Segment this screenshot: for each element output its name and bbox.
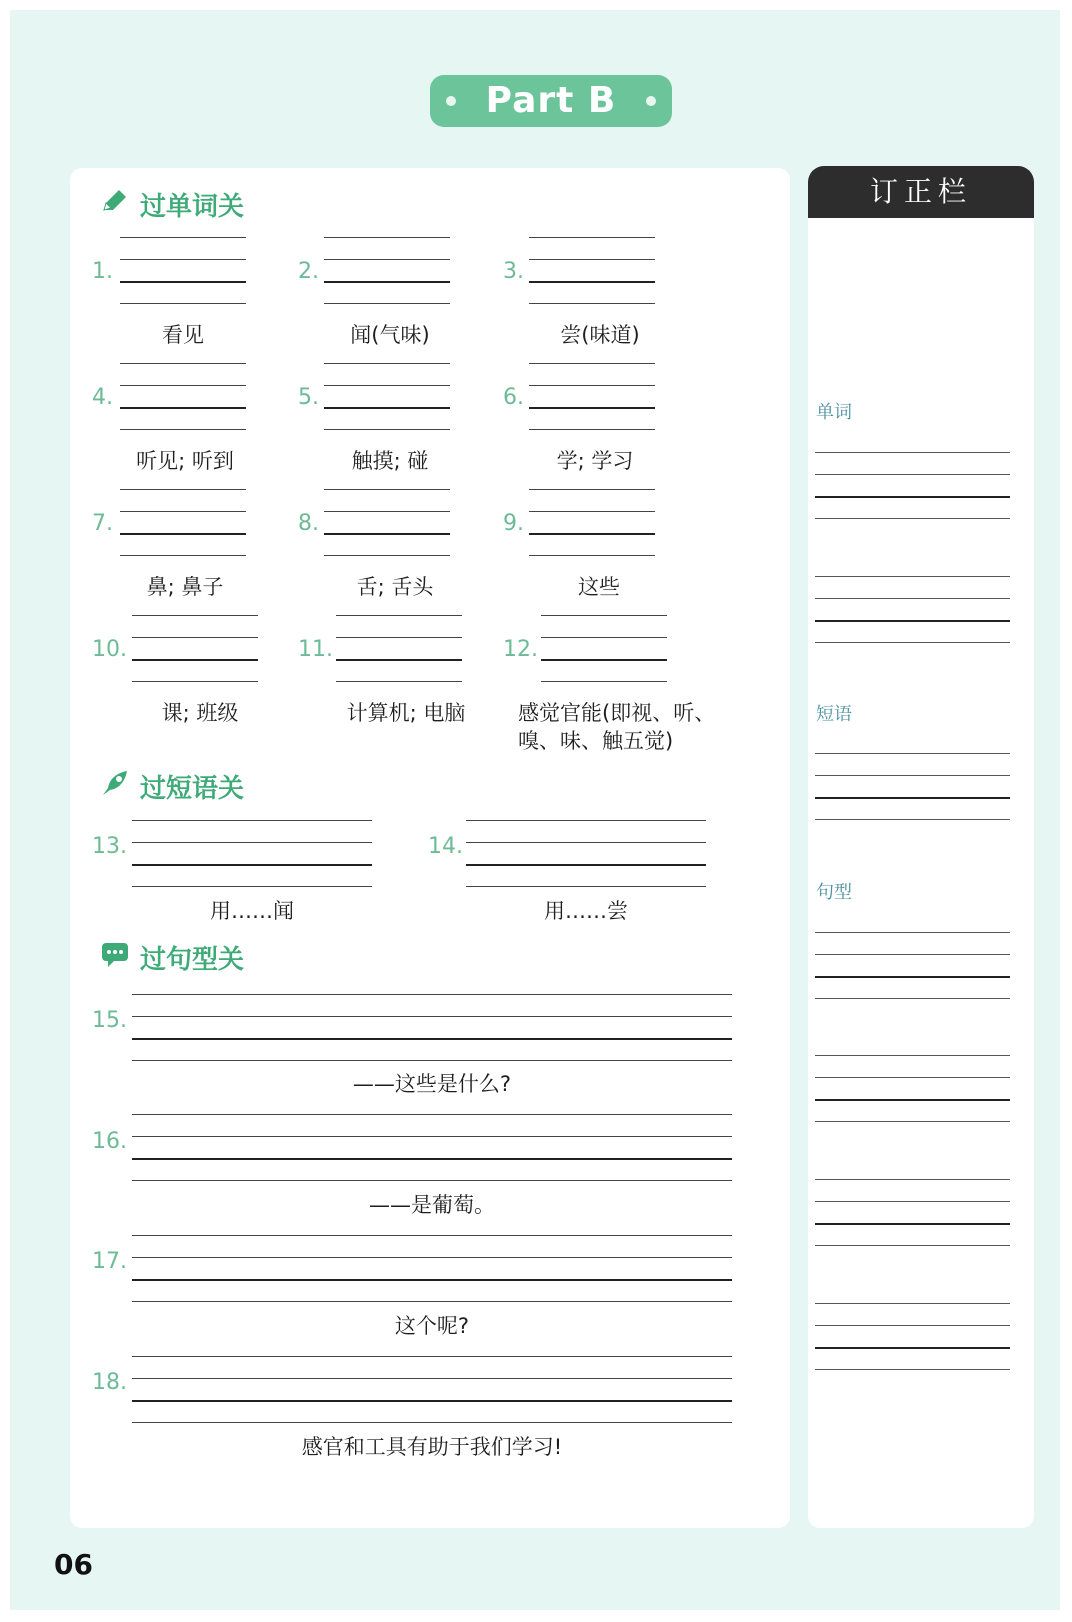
phrases-section-title: 过短语关	[140, 774, 245, 804]
sidebar-writing-line[interactable]	[815, 1245, 1010, 1246]
writing-line[interactable]	[336, 681, 462, 682]
writing-line[interactable]	[132, 1378, 732, 1379]
sidebar-writing-line[interactable]	[815, 797, 1010, 799]
sentence-number: 18.	[92, 1370, 127, 1395]
writing-line[interactable]	[324, 237, 450, 238]
word-hint: 课; 班级	[161, 701, 239, 725]
sidebar-writing-line[interactable]	[815, 1369, 1010, 1370]
sidebar-writing-line[interactable]	[815, 620, 1010, 622]
sidebar-writing-line[interactable]	[815, 576, 1010, 577]
writing-line[interactable]	[132, 994, 732, 995]
writing-line[interactable]	[132, 1257, 732, 1258]
writing-line[interactable]	[120, 429, 246, 430]
part-label: Part B	[485, 80, 617, 121]
writing-line[interactable]	[336, 615, 462, 616]
sidebar-writing-line[interactable]	[815, 1325, 1010, 1326]
sidebar-writing-line[interactable]	[815, 598, 1010, 599]
word-number: 11.	[298, 637, 333, 662]
writing-line[interactable]	[529, 385, 655, 386]
sidebar-writing-line[interactable]	[815, 932, 1010, 933]
writing-line[interactable]	[132, 1016, 732, 1017]
writing-line[interactable]	[132, 1422, 732, 1423]
writing-line[interactable]	[324, 303, 450, 304]
writing-line[interactable]	[132, 681, 258, 682]
sidebar-writing-line[interactable]	[815, 1055, 1010, 1056]
writing-line[interactable]	[132, 1038, 732, 1040]
sidebar-writing-line[interactable]	[815, 819, 1010, 820]
word-hint-line-2: 嗅、味、触五觉)	[518, 729, 674, 753]
word-hint: 鼻; 鼻子	[146, 575, 224, 599]
writing-line[interactable]	[132, 1136, 732, 1137]
word-hint: 这些	[578, 575, 620, 599]
word-number: 9.	[503, 511, 524, 536]
word-number: 12.	[503, 637, 538, 662]
writing-line[interactable]	[132, 864, 372, 866]
word-number: 10.	[92, 637, 127, 662]
writing-line[interactable]	[529, 303, 655, 304]
writing-line[interactable]	[132, 637, 258, 638]
writing-line[interactable]	[132, 842, 372, 843]
sentence-number: 15.	[92, 1008, 127, 1033]
writing-line[interactable]	[324, 429, 450, 430]
phrase-number: 14.	[428, 834, 463, 859]
word-hint-line-1: 感觉官能(即视、听、	[518, 701, 716, 725]
writing-line[interactable]	[529, 511, 655, 512]
sidebar-phrases-label: 短语	[816, 704, 852, 725]
word-hint: 触摸; 碰	[351, 449, 429, 473]
phrase-number: 13.	[92, 834, 127, 859]
writing-line[interactable]	[336, 659, 462, 661]
correction-sidebar	[808, 168, 1034, 1528]
word-number: 4.	[92, 385, 113, 410]
writing-line[interactable]	[120, 237, 246, 238]
word-number: 1.	[92, 259, 113, 284]
sentence-number: 16.	[92, 1129, 127, 1154]
sidebar-writing-line[interactable]	[815, 474, 1010, 475]
writing-line[interactable]	[120, 555, 246, 556]
sentence-hint: 这个呢?	[394, 1314, 470, 1338]
writing-line[interactable]	[324, 533, 450, 535]
word-number: 6.	[503, 385, 524, 410]
writing-line[interactable]	[466, 886, 706, 887]
writing-line[interactable]	[120, 511, 246, 512]
word-hint: 计算机; 电脑	[346, 701, 466, 725]
sidebar-writing-line[interactable]	[815, 1303, 1010, 1304]
sidebar-sentences-label: 句型	[816, 882, 852, 903]
writing-line[interactable]	[324, 385, 450, 386]
writing-line[interactable]	[132, 1279, 732, 1281]
sidebar-writing-line[interactable]	[815, 496, 1010, 498]
sidebar-writing-line[interactable]	[815, 518, 1010, 519]
sidebar-writing-line[interactable]	[815, 976, 1010, 978]
sidebar-writing-line[interactable]	[815, 1121, 1010, 1122]
banner-dot-right	[646, 96, 656, 106]
writing-line[interactable]	[541, 615, 667, 616]
sentence-hint: 感官和工具有助于我们学习!	[301, 1435, 563, 1459]
sentence-hint: ——是葡萄。	[369, 1193, 495, 1217]
sentence-hint: ——这些是什么?	[352, 1072, 512, 1096]
word-number: 8.	[298, 511, 319, 536]
writing-line[interactable]	[529, 429, 655, 430]
phrase-hint: 用……闻	[210, 899, 294, 923]
writing-line[interactable]	[529, 237, 655, 238]
sidebar-writing-line[interactable]	[815, 775, 1010, 776]
writing-line[interactable]	[324, 555, 450, 556]
writing-line[interactable]	[529, 489, 655, 490]
sidebar-writing-line[interactable]	[815, 954, 1010, 955]
writing-line[interactable]	[132, 1180, 732, 1181]
page-number: 06	[54, 1548, 93, 1581]
sentences-section-title: 过句型关	[140, 945, 245, 975]
word-hint: 舌; 舌头	[356, 575, 434, 599]
sidebar-words-label: 单词	[816, 402, 852, 423]
sentence-number: 17.	[92, 1249, 127, 1274]
phrase-hint: 用……尝	[544, 899, 628, 923]
writing-line[interactable]	[132, 615, 258, 616]
writing-line[interactable]	[466, 842, 706, 843]
sidebar-writing-line[interactable]	[815, 1077, 1010, 1078]
writing-line[interactable]	[120, 363, 246, 364]
writing-line[interactable]	[132, 1235, 732, 1236]
writing-line[interactable]	[132, 886, 372, 887]
rocket-icon	[100, 768, 130, 798]
writing-line[interactable]	[120, 281, 246, 283]
writing-line[interactable]	[324, 489, 450, 490]
writing-line[interactable]	[132, 1114, 732, 1115]
writing-line[interactable]	[132, 1400, 732, 1402]
writing-line[interactable]	[132, 1356, 732, 1357]
writing-line[interactable]	[120, 489, 246, 490]
writing-line[interactable]	[541, 681, 667, 682]
writing-line[interactable]	[120, 303, 246, 304]
writing-line[interactable]	[132, 659, 258, 661]
sidebar-writing-line[interactable]	[815, 753, 1010, 754]
sidebar-writing-line[interactable]	[815, 1347, 1010, 1349]
words-section-title: 过单词关	[140, 192, 245, 222]
writing-line[interactable]	[120, 533, 246, 535]
writing-line[interactable]	[324, 259, 450, 260]
writing-line[interactable]	[529, 533, 655, 535]
banner-dot-left	[446, 96, 456, 106]
writing-line[interactable]	[132, 1158, 732, 1160]
word-hint: 尝(味道)	[560, 323, 640, 347]
writing-line[interactable]	[529, 407, 655, 409]
writing-line[interactable]	[529, 555, 655, 556]
word-hint: 看见	[162, 323, 204, 347]
writing-line[interactable]	[324, 281, 450, 283]
word-number: 7.	[92, 511, 113, 536]
sidebar-writing-line[interactable]	[815, 452, 1010, 453]
writing-line[interactable]	[336, 637, 462, 638]
writing-line[interactable]	[466, 864, 706, 866]
writing-line[interactable]	[120, 385, 246, 386]
sidebar-writing-line[interactable]	[815, 642, 1010, 643]
pencil-icon	[100, 186, 130, 216]
word-number: 2.	[298, 259, 319, 284]
writing-line[interactable]	[529, 281, 655, 283]
word-hint: 闻(气味)	[350, 323, 430, 347]
part-banner	[430, 75, 672, 127]
writing-line[interactable]	[324, 511, 450, 512]
speech-bubble-icon	[100, 939, 130, 969]
sidebar-writing-line[interactable]	[815, 1201, 1010, 1202]
word-number: 5.	[298, 385, 319, 410]
sidebar-writing-line[interactable]	[815, 1223, 1010, 1225]
sidebar-writing-line[interactable]	[815, 1099, 1010, 1101]
writing-line[interactable]	[529, 363, 655, 364]
writing-line[interactable]	[120, 407, 246, 409]
writing-line[interactable]	[324, 363, 450, 364]
sidebar-title: 订正栏	[808, 166, 1034, 218]
writing-line[interactable]	[529, 259, 655, 260]
writing-line[interactable]	[132, 1301, 732, 1302]
word-hint: 学; 学习	[556, 449, 634, 473]
word-number: 3.	[503, 259, 524, 284]
word-hint: 听见; 听到	[136, 449, 234, 473]
sidebar-writing-line[interactable]	[815, 1179, 1010, 1180]
writing-line[interactable]	[120, 259, 246, 260]
writing-line[interactable]	[466, 820, 706, 821]
writing-line[interactable]	[132, 820, 372, 821]
writing-line[interactable]	[132, 1060, 732, 1061]
writing-line[interactable]	[541, 659, 667, 661]
writing-line[interactable]	[324, 407, 450, 409]
writing-line[interactable]	[541, 637, 667, 638]
sidebar-writing-line[interactable]	[815, 998, 1010, 999]
